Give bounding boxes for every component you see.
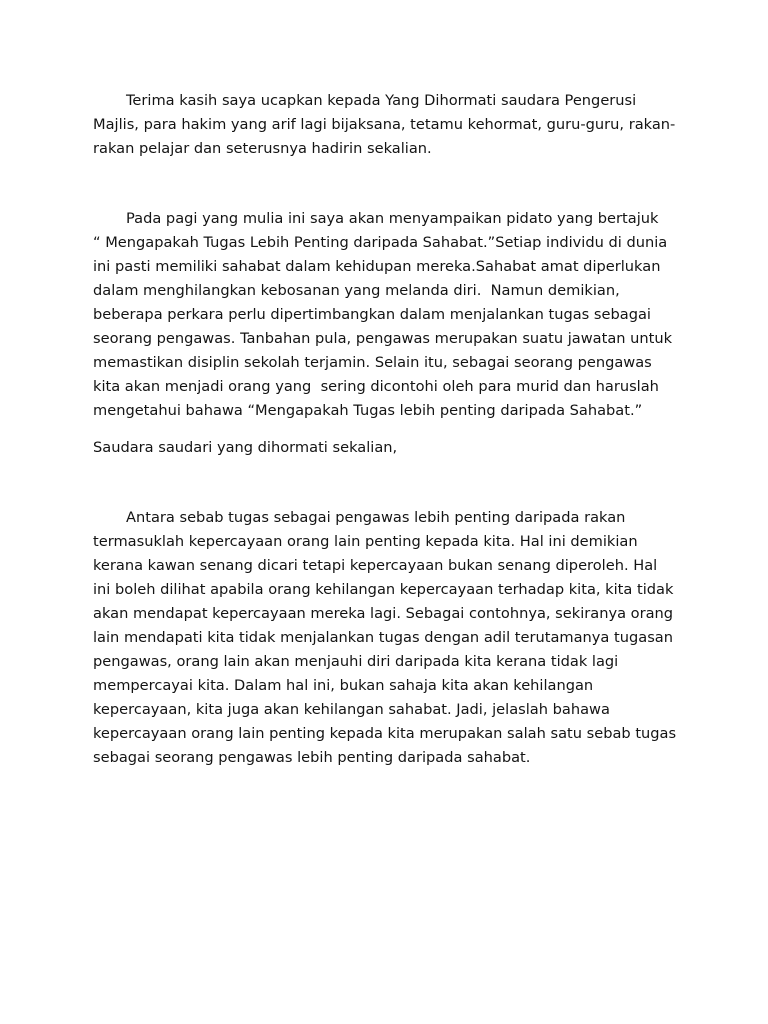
paragraph-line: lain mendapati kita tidak menjalankan tugas dengan adil terutamanya tugasan xyxy=(93,629,673,646)
paragraph-line: termasuklah kepercayaan orang lain penting kepada kita. Hal ini demikian xyxy=(93,533,638,550)
paragraph-line: ini pasti memiliki sahabat dalam kehidupan mereka.Sahabat amat diperlukan xyxy=(93,258,661,275)
paragraph-line: Terima kasih saya ucapkan kepada Yang Dihormati saudara Pengerusi xyxy=(126,92,637,109)
paragraph-line: mempercayai kita. Dalam hal ini, bukan sahaja kita akan kehilangan xyxy=(93,677,594,694)
paragraph-line: seorang pengawas. Tanbahan pula, pengawas merupakan suatu jawatan untuk xyxy=(93,330,673,347)
paragraph-line: akan mendapat kepercayaan mereka lagi. Sebagai contohnya, sekiranya orang xyxy=(93,605,674,622)
paragraph-line: Saudara saudari yang dihormati sekalian, xyxy=(93,439,398,456)
paragraph-line: Majlis, para hakim yang arif lagi bijaksana, tetamu kehormat, guru-guru, rakan- xyxy=(93,116,676,133)
paragraph-line: Pada pagi yang mulia ini saya akan menyampaikan pidato yang bertajuk xyxy=(126,210,659,227)
paragraph-line: dalam menghilangkan kebosanan yang melanda diri. Namun demikian, xyxy=(93,282,620,299)
paragraph-line: beberapa perkara perlu dipertimbangkan dalam menjalankan tugas sebagai xyxy=(93,306,651,323)
paragraph-line: kita akan menjadi orang yang sering dicontohi oleh para murid dan haruslah xyxy=(93,378,659,395)
paragraph-line: kerana kawan senang dicari tetapi kepercayaan bukan senang diperoleh. Hal xyxy=(93,557,658,574)
paragraph-line: pengawas, orang lain akan menjauhi diri daripada kita kerana tidak lagi xyxy=(93,653,619,670)
paragraph-line: kepercayaan orang lain penting kepada kita merupakan salah satu sebab tugas xyxy=(93,725,677,742)
paragraph-line: kepercayaan, kita juga akan kehilangan sahabat. Jadi, jelaslah bahawa xyxy=(93,701,610,718)
paragraph-line: mengetahui bahawa “Mengapakah Tugas lebih penting daripada Sahabat.” xyxy=(93,402,643,419)
paragraph-line: sebagai seorang pengawas lebih penting daripada sahabat. xyxy=(93,749,531,766)
paragraph-line: ini boleh dilihat apabila orang kehilangan kepercayaan terhadap kita, kita tidak xyxy=(93,581,674,598)
paragraph-line: rakan pelajar dan seterusnya hadirin sekalian. xyxy=(93,140,432,157)
paragraph-line: “ Mengapakah Tugas Lebih Penting daripada Sahabat.”Setiap individu di dunia xyxy=(93,234,668,251)
paragraph-line: Antara sebab tugas sebagai pengawas lebih penting daripada rakan xyxy=(126,509,626,526)
paragraph-line: memastikan disiplin sekolah terjamin. Selain itu, sebagai seorang pengawas xyxy=(93,354,652,371)
